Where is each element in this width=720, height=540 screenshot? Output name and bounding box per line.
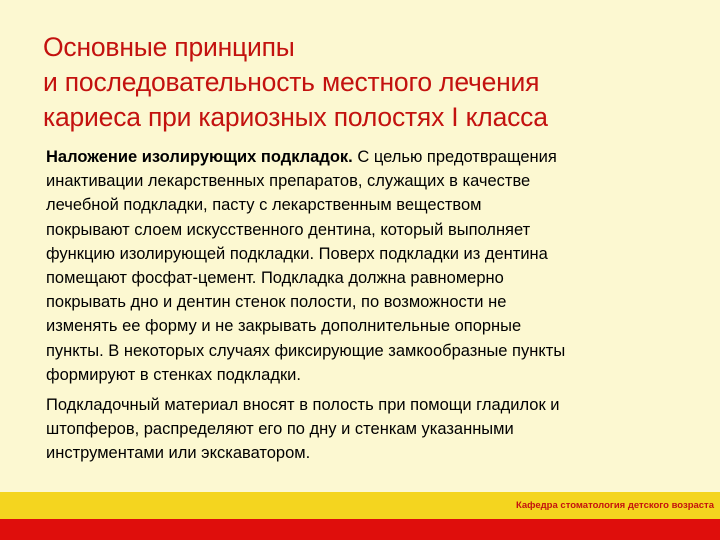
title-line: кариеса при кариозных полостях I класса	[43, 102, 548, 132]
text-line: изменять ее форму и не закрывать дополнительные опорные	[46, 317, 522, 336]
paragraph-1	[46, 145, 696, 387]
paragraph-heading: Наложение изолирующих подкладок.	[46, 148, 353, 166]
text-line: функцию изолирующей подкладки. Поверх подкладки из дентина	[46, 244, 548, 263]
title-line: и последовательность местного лечения	[43, 67, 540, 97]
text-line: инактивации лекарственных препаратов, служащих в качестве	[46, 172, 531, 191]
text-line: покрывают слоем искусственного дентина, который выполняет	[46, 220, 531, 239]
slide-title	[43, 30, 703, 135]
text-line: покрывать дно и дентин стенок полости, по возможности не	[46, 293, 507, 312]
text-line: формируют в стенках подкладки.	[46, 365, 301, 384]
text-line: Подкладочный материал вносят в полость при помощи гладилок и	[46, 396, 560, 415]
text-line: штопферов, распределяют его по дну и стенкам указанными	[46, 420, 514, 439]
department-label: Кафедра стоматология детского возраста	[515, 500, 714, 511]
text-line: пункты. В некоторых случаях фиксирующие замкообразные пункты	[46, 341, 566, 360]
title-line: Основные принципы	[43, 32, 295, 62]
text-line: инструментами или экскаватором.	[46, 444, 311, 463]
text-line: помещают фосфат-цемент. Подкладка должна равномерно	[46, 269, 504, 288]
slide-body	[46, 145, 696, 466]
footer-red-band	[0, 519, 720, 540]
text-line: С целью предотвращения	[352, 148, 557, 166]
paragraph-2	[46, 393, 696, 466]
text-line: лечебной подкладки, пасту с лекарственным веществом	[46, 196, 482, 215]
